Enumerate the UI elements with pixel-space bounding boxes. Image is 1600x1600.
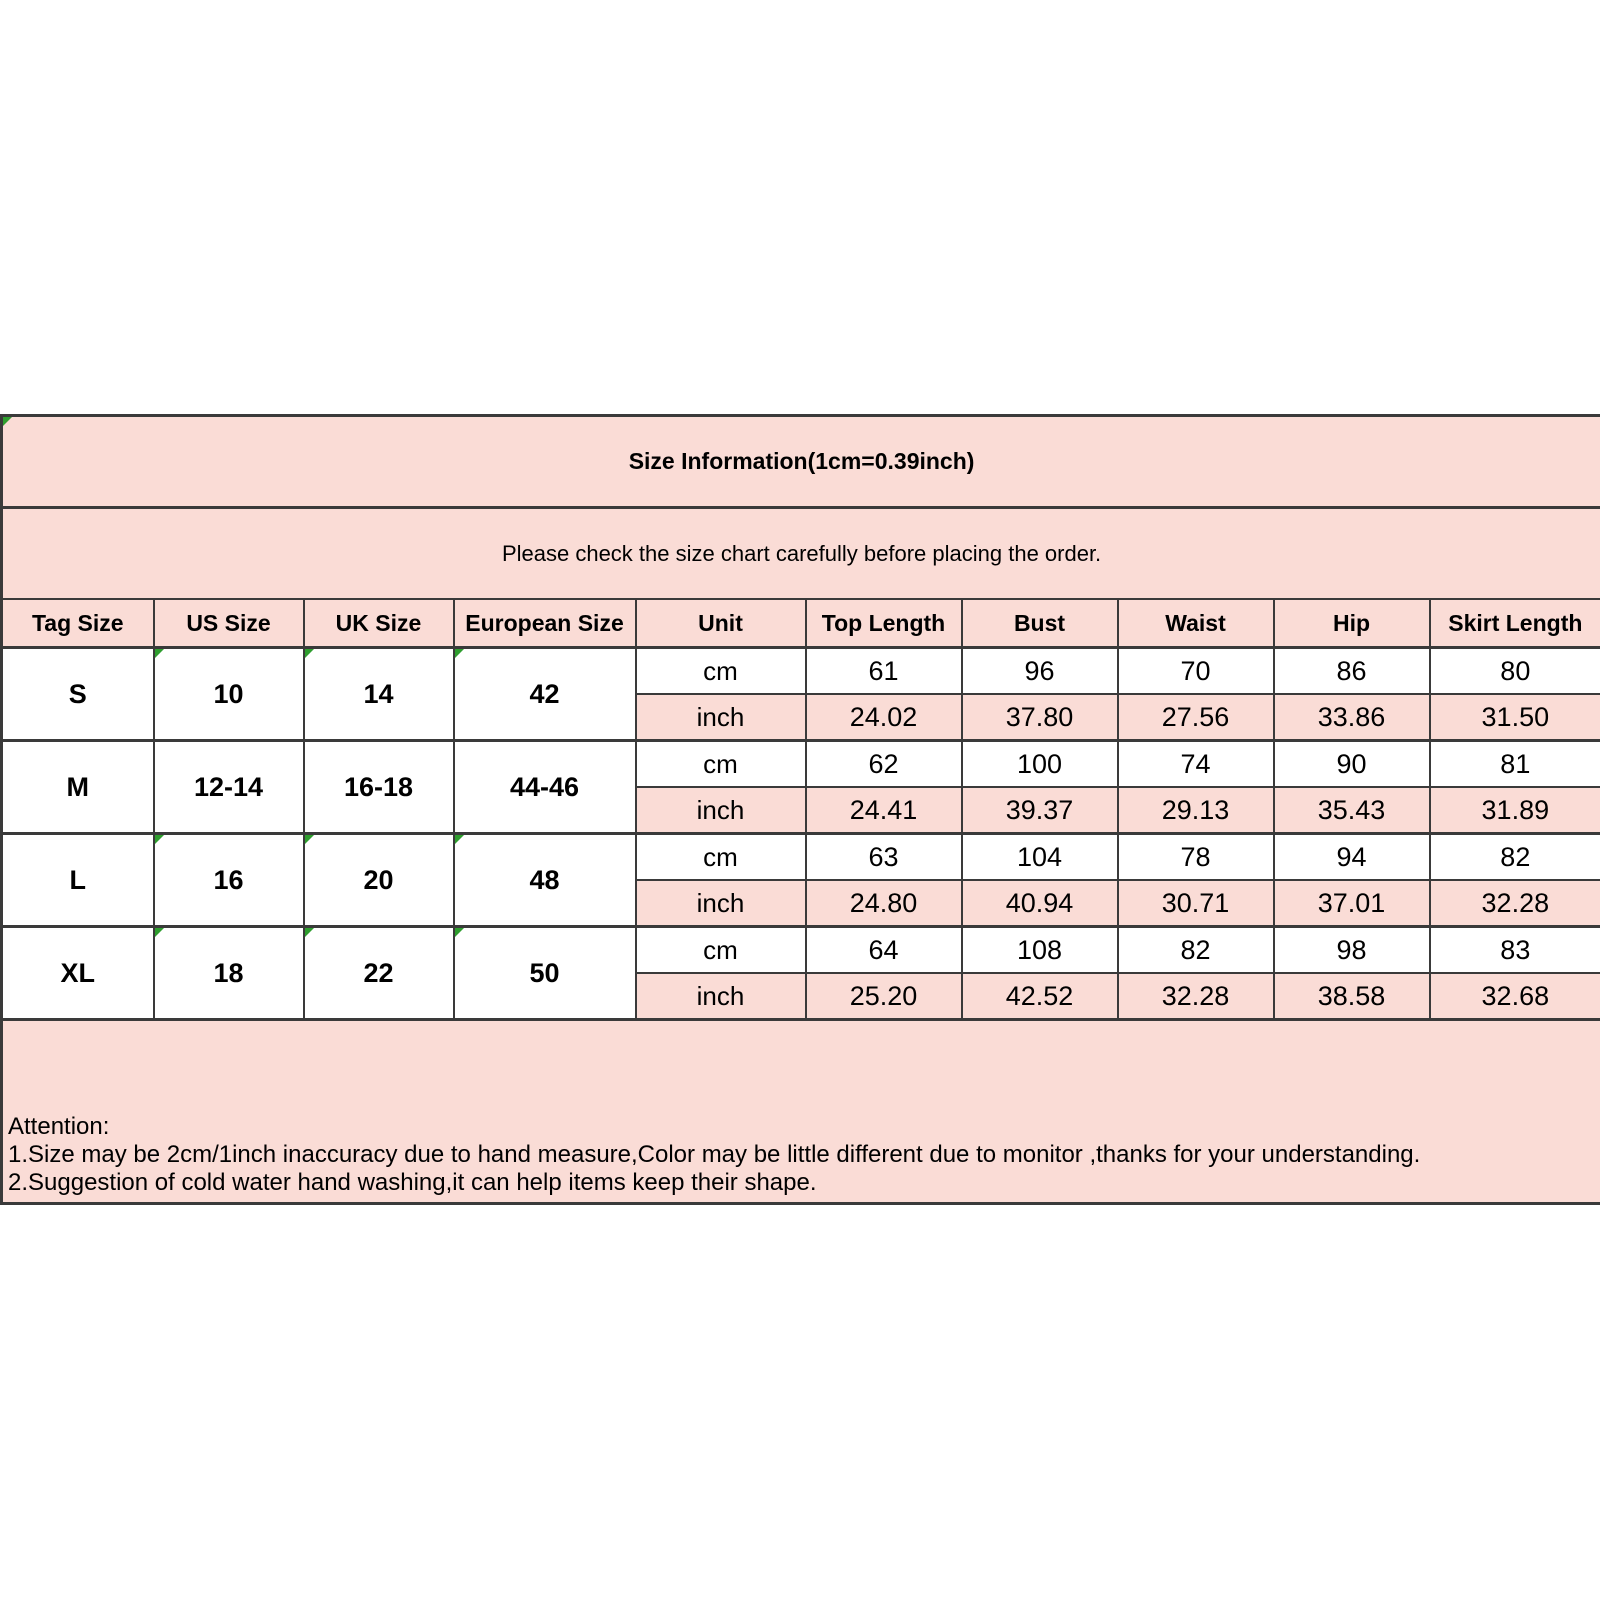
table-title-cell <box>2 416 1600 508</box>
table-row-m-cm <box>2 741 1600 788</box>
uk-size-value: 20 <box>363 864 394 895</box>
cell-s-cm-bust: 96 <box>962 648 1118 695</box>
attention-note <box>2 1020 1600 1204</box>
cell-tag-size-l: L <box>2 834 154 927</box>
cell-l-cm-top-length: 63 <box>806 834 962 881</box>
col-header-tag-size: Tag Size <box>2 599 154 648</box>
table-subtitle: Please check the size chart carefully before placing the order. <box>2 508 1600 600</box>
cell-l-inch-skirt-length: 32.28 <box>1430 880 1600 927</box>
cell-xl-inch-bust: 42.52 <box>962 973 1118 1020</box>
green-corner-marker-icon <box>155 835 164 844</box>
cell-l-cm-bust: 104 <box>962 834 1118 881</box>
cell-l-cm-skirt-length: 82 <box>1430 834 1600 881</box>
unit-label-cm: cm <box>636 927 806 974</box>
green-corner-marker-icon <box>3 417 12 426</box>
european-size-value: 42 <box>529 678 560 709</box>
us-size-value: 18 <box>213 957 244 988</box>
col-header-bust: Bust <box>962 599 1118 648</box>
us-size-value: 16 <box>213 864 244 895</box>
cell-xl-inch-skirt-length: 32.68 <box>1430 973 1600 1020</box>
cell-m-cm-waist: 74 <box>1118 741 1274 788</box>
cell-m-inch-hip: 35.43 <box>1274 787 1430 834</box>
uk-size-value: 14 <box>363 678 394 709</box>
title-row <box>2 416 1600 508</box>
cell-european-size-xl <box>454 927 636 1020</box>
unit-label-cm: cm <box>636 834 806 881</box>
green-corner-marker-icon <box>305 649 314 658</box>
attention-line-1: 1.Size may be 2cm/1inch inaccuracy due to hand measure,Color may be little different due to monitor ,thanks for your understanding. <box>8 1141 1421 1168</box>
uk-size-value: 22 <box>363 957 394 988</box>
cell-l-inch-bust: 40.94 <box>962 880 1118 927</box>
table-row-l-cm <box>2 834 1600 881</box>
col-header-top-length: Top Length <box>806 599 962 648</box>
cell-m-cm-hip: 90 <box>1274 741 1430 788</box>
attention-row <box>2 1020 1600 1204</box>
green-corner-marker-icon <box>455 928 464 937</box>
col-header-waist: Waist <box>1118 599 1274 648</box>
cell-s-inch-top-length: 24.02 <box>806 694 962 741</box>
cell-european-size-s <box>454 648 636 741</box>
cell-xl-inch-waist: 32.28 <box>1118 973 1274 1020</box>
attention-heading: Attention: <box>8 1113 110 1140</box>
cell-uk-size-s <box>304 648 454 741</box>
table-row-xl-cm <box>2 927 1600 974</box>
cell-xl-cm-waist: 82 <box>1118 927 1274 974</box>
unit-label-cm: cm <box>636 741 806 788</box>
cell-m-inch-top-length: 24.41 <box>806 787 962 834</box>
cell-xl-inch-top-length: 25.20 <box>806 973 962 1020</box>
green-corner-marker-icon <box>305 928 314 937</box>
cell-m-cm-bust: 100 <box>962 741 1118 788</box>
cell-s-cm-top-length: 61 <box>806 648 962 695</box>
cell-xl-inch-hip: 38.58 <box>1274 973 1430 1020</box>
green-corner-marker-icon <box>155 649 164 658</box>
col-header-hip: Hip <box>1274 599 1430 648</box>
cell-m-inch-skirt-length: 31.89 <box>1430 787 1600 834</box>
green-corner-marker-icon <box>155 928 164 937</box>
col-header-european-size: European Size <box>454 599 636 648</box>
cell-european-size-m: 44-46 <box>454 741 636 834</box>
table-row-s-cm <box>2 648 1600 695</box>
cell-s-inch-waist: 27.56 <box>1118 694 1274 741</box>
cell-uk-size-xl <box>304 927 454 1020</box>
unit-label-cm: cm <box>636 648 806 695</box>
cell-m-cm-top-length: 62 <box>806 741 962 788</box>
cell-s-cm-skirt-length: 80 <box>1430 648 1600 695</box>
unit-label-inch: inch <box>636 973 806 1020</box>
cell-xl-cm-hip: 98 <box>1274 927 1430 974</box>
size-chart-table <box>0 414 1600 1205</box>
cell-xl-cm-bust: 108 <box>962 927 1118 974</box>
cell-m-inch-bust: 39.37 <box>962 787 1118 834</box>
unit-label-inch: inch <box>636 880 806 927</box>
cell-european-size-l <box>454 834 636 927</box>
unit-label-inch: inch <box>636 694 806 741</box>
col-header-uk-size: UK Size <box>304 599 454 648</box>
table-title: Size Information(1cm=0.39inch) <box>628 448 975 474</box>
cell-us-size-l <box>154 834 304 927</box>
cell-s-cm-waist: 70 <box>1118 648 1274 695</box>
attention-line-2: 2.Suggestion of cold water hand washing,it can help items keep their shape. <box>8 1169 817 1196</box>
cell-s-inch-hip: 33.86 <box>1274 694 1430 741</box>
cell-l-inch-waist: 30.71 <box>1118 880 1274 927</box>
col-header-unit: Unit <box>636 599 806 648</box>
cell-m-cm-skirt-length: 81 <box>1430 741 1600 788</box>
col-header-skirt-length: Skirt Length <box>1430 599 1600 648</box>
subtitle-row <box>2 508 1600 600</box>
unit-label-inch: inch <box>636 787 806 834</box>
cell-us-size-xl <box>154 927 304 1020</box>
column-header-row <box>2 599 1600 648</box>
cell-xl-cm-skirt-length: 83 <box>1430 927 1600 974</box>
cell-uk-size-l <box>304 834 454 927</box>
european-size-value: 50 <box>529 957 560 988</box>
col-header-us-size: US Size <box>154 599 304 648</box>
cell-s-cm-hip: 86 <box>1274 648 1430 695</box>
cell-uk-size-m: 16-18 <box>304 741 454 834</box>
green-corner-marker-icon <box>455 835 464 844</box>
cell-xl-cm-top-length: 64 <box>806 927 962 974</box>
european-size-value: 48 <box>529 864 560 895</box>
cell-tag-size-m: M <box>2 741 154 834</box>
cell-m-inch-waist: 29.13 <box>1118 787 1274 834</box>
green-corner-marker-icon <box>305 835 314 844</box>
green-corner-marker-icon <box>455 649 464 658</box>
cell-s-inch-bust: 37.80 <box>962 694 1118 741</box>
cell-tag-size-s: S <box>2 648 154 741</box>
cell-l-cm-waist: 78 <box>1118 834 1274 881</box>
cell-l-cm-hip: 94 <box>1274 834 1430 881</box>
cell-s-inch-skirt-length: 31.50 <box>1430 694 1600 741</box>
cell-l-inch-top-length: 24.80 <box>806 880 962 927</box>
cell-l-inch-hip: 37.01 <box>1274 880 1430 927</box>
cell-us-size-s <box>154 648 304 741</box>
cell-us-size-m: 12-14 <box>154 741 304 834</box>
us-size-value: 10 <box>213 678 244 709</box>
cell-tag-size-xl: XL <box>2 927 154 1020</box>
